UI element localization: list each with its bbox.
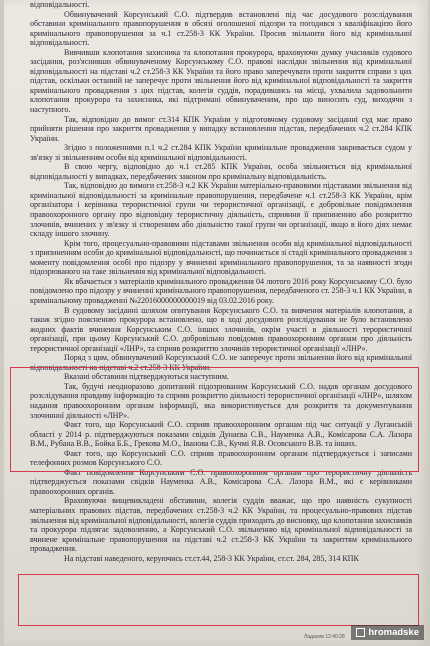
paragraph: Факт повідомлення Корсунським С.О. правоохоронним органам про терористичну діяльність підтверджується показами свідків Науменка А.В., Комісарова С.А. Лазора В.М., які є керівниками правоохоронних органів.: [30, 467, 412, 496]
paragraph: Факт того, що Корсунський С.О. сприяв правоохоронним органам підтверджується і записами телефонних розмов Корсунського С.О.: [30, 448, 412, 468]
watermark-text: hromadske: [368, 627, 419, 638]
paragraph: Враховуючи вищевикладені обставини, колегія суддів вважає, що про наявність сукупності матеріальних правових підстав, передбачених ст.258-3 ч.2 КК України, та процесуально-правових підстав звільнення від кримінальної відповідальності, колегія суддів приходить до висновку, що клопотання захисників та прокурора підлягає задоволенню, а Корсунський С.О. звільненню від кримінальної відповідальності за вчинене кримінальне правопорушення на підставі ч.2 ст.258-3 КК України та закриттям кримінального провадження.: [30, 496, 412, 554]
footer-note: Ладанов 12:40:28: [304, 634, 345, 640]
watermark-logo: [351, 625, 424, 640]
document-body: [30, 0, 412, 563]
paragraph: Як вбачається з матеріалів кримінального провадження 04 лютого 2016 року Корсунському С.О. було повідомлено про підозру у вчиненні кримінального правопорушення, передбаченого ст. 258-3 ч.1 КК України, в кримінальному провадженні №22016000000000019 від 03.02.2016 року.: [30, 276, 412, 305]
paragraph: Поряд з цим, обвинувачений Корсунський С.О. не заперечує проти звільнення його від кримінальної відповідальності на підставі ч.2 ст.258-3 КК України.: [30, 353, 412, 372]
paragraph: Вивчивши клопотання захисника та клопотання прокурора, враховуючи думку учасників судового засідання, роз'яснивши обвинуваченому Корсунському С.О. правові наслідки звільнення від кримінальної відповідальності на підставі ч.2 ст.258-3 КК України та його право заперечувати проти закриття справи з цих підстав, оскільки останній не заперечує проти звільнення його від кримінальної відповідальності та закриття кримінального провадження з цих підстав, колегія суддів, порадившись на місці, ухвалила задовольнити клопотання прокурора та захисника, які підтримані обвинуваченим, про що виносить суд, виходячи з наступного.: [30, 47, 412, 115]
paragraph: В свою чергу, відповідно до ч.1 ст.285 КПК України, особа звільняється від кримінальної відповідальності у випадках, передбачених законом про кримінальну відповідальність.: [30, 162, 412, 181]
paragraph: відповідальності.: [30, 0, 90, 9]
paragraph: Так, будучі неодноразово допитаний підозрюваним Корсунський С.О. надав органам досудового розслідування правдиву інформацію та сприяв розкриттю діяльності терористичної організації «ЛНР», шляхом надання правоохоронним органам інформації, яка використовується для розкриття та документування злочинної діяльності «ЛНР».: [30, 381, 412, 420]
paragraph: На підставі наведеного, керуючись ст.ст.44, 258-3 КК України, ст.ст. 284, 285, 314 КПК: [64, 553, 359, 563]
highlight-box-conclusion: [18, 574, 419, 626]
document-page: [4, 0, 428, 646]
paragraph: В судовому засіданні шляхом опитування Корсунського С.О. та вивчення матеріалів клопотання, а також згідно поясненню прокурора встановлено, що в ході досудового розслідування не було встановлено жодних фактів вчинення Корсунським С.О. інших злочинів, окрім участі в діяльності терористичної організації, при цьому Корсунський С.О. добровільно повідомив правоохоронним органам про діяльність терористичної організації «ЛНР», та сприяв розкриттю злочинів терористичної організації «ЛНР».: [30, 305, 412, 353]
paragraph: Факт того, що Корсунський С.О. сприяв правоохоронним органам під час ситуації у Луганській області у 2014 р. підтверджуються показами свідків Дунаєва С.В., Науменка А.В., Комісарова С.А. Лазора В.М., Рубана В.В., Бойка Б.Б., Грекова М.О., Іванова С.В., Кучмі Я.В. Осовського В.В. та інших.: [30, 420, 412, 449]
logo-icon: [356, 628, 365, 637]
paragraph: Так, відповідно до вимог ст.314 КПК України у підготовчому судовому засіданні суд має право прийняти рішення про закриття провадження у випадку встановлення підстав, передбачених ч.2 ст.284 КПК України.: [30, 114, 412, 143]
paragraph: Так, відповідно до вимоги ст.258-3 ч.2 КК України матеріально-правовими підставами звільнення від кримінальної відповідальності за кримінальне правопорушення, передбачене ч.1 ст.258-3 КК України, крім організатора і керівника терористичної групи чи терористичної організації, є добровільне повідомлення правоохоронного органу про відповідну терористичну діяльність, сприяння її припиненню або розкриттю злочинів, вчинених у зв'язку зі створенням або діяльністю такої групи чи організації, якщо в його діях немає складу іншого злочину.: [30, 181, 412, 239]
paragraph: Обвинувачений Корсунський С.О. підтвердив встановлені під час досудового розслідування обставини кримінального правопорушення в обсязі оголошеної підозри та погодився з кваліфікацією його кримінального правопорушення за ч.1 ст.258-3 КК України. Просив звільнити його від кримінальної відповідальності.: [30, 9, 412, 48]
paragraph: Вказані обставини підтверджуються наступним.: [64, 372, 229, 382]
paragraph: Згідно з положеннями п.1 ч.2 ст.284 КПК України кримінальне провадження закривається судом у зв'язку зі звільненням особи від кримінальної відповідальності.: [30, 143, 412, 162]
paragraph: Крім того, процесуально-правовими підставами звільнення особи від кримінальної відповідальності з припиненням особи до кримінальної відповідальності, що починається зі стадії кримінального провадження з моменту повідомлення особі про підозру у вчиненні кримінального правопорушення, та за наявності згоди підозрюваного на таке звільнення від кримінальної відповідальності.: [30, 238, 412, 277]
